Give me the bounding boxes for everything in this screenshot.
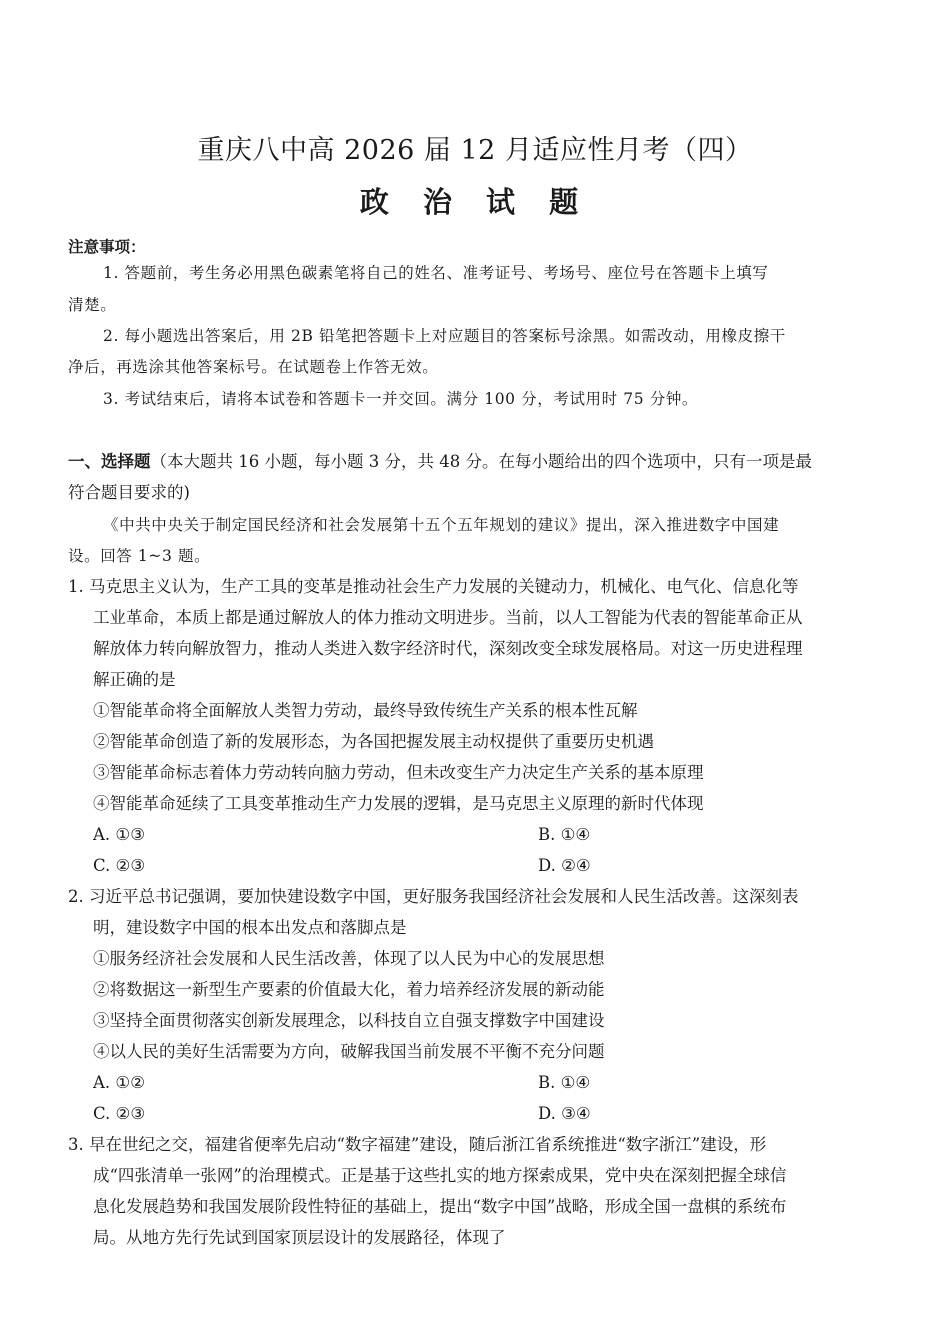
question-2-option-b[interactable]: B. ①④ <box>538 1073 591 1092</box>
question-1-stem-line-1: 1. 马克思主义认为，生产工具的变革是推动社会生产力发展的关键动力，机械化、电气化、信息化等 <box>68 577 799 596</box>
question-3-stem-line-4: 局。从地方先行先试到国家顶层设计的发展路径，体现了 <box>93 1228 506 1247</box>
question-2-stem-line-1: 2. 习近平总书记强调，要加快建设数字中国，更好服务我国经济社会发展和人民生活改善。这深刻表 <box>68 887 799 906</box>
section-heading: 一、选择题 <box>68 452 151 471</box>
question-2-item-2: ②将数据这一新型生产要素的价值最大化，着力培养经济发展的新动能 <box>93 980 605 999</box>
exam-subject-title: 政 治 试 题 <box>359 185 591 219</box>
material-line-1: 《中共中央关于制定国民经济和社会发展第十五个五年规划的建议》提出，深入推进数字中国建 <box>103 516 780 534</box>
question-2-item-1: ①服务经济社会发展和人民生活改善，体现了以人民为中心的发展思想 <box>93 949 605 968</box>
question-3-stem-line-2: 成“四张清单一张网”的治理模式。正是基于这些扎实的地方探索成果，党中央在深刻把握全球信 <box>93 1166 787 1185</box>
material-line-2: 设。回答 1~3 题。 <box>68 547 211 565</box>
question-2-stem-line-2: 明，建设数字中国的根本出发点和落脚点是 <box>93 918 407 937</box>
question-3-stem-line-3: 息化发展趋势和我国发展阶段性特征的基础上，提出“数字中国”战略，形成全国一盘棋的系统布 <box>93 1197 787 1216</box>
notice-item-1-cont: 清楚。 <box>68 296 117 314</box>
section-heading-line <box>68 452 886 472</box>
question-1-option-c[interactable]: C. ②③ <box>93 856 146 875</box>
notice-item-1: 1. 答题前，考生务必用黑色碳素笔将自己的姓名、准考证号、考场号、座位号在答题卡上填写 <box>103 264 769 282</box>
question-2-item-3: ③坚持全面贯彻落实创新发展理念，以科技自立自强支撑数字中国建设 <box>93 1011 605 1030</box>
exam-title: 重庆八中高 2026 届 12 月适应性月考（四） <box>197 135 753 166</box>
question-1-item-2: ②智能革命创造了新的发展形态，为各国把握发展主动权提供了重要历史机遇 <box>93 732 654 751</box>
question-2-option-a[interactable]: A. ①② <box>93 1073 145 1092</box>
notice-item-2: 2. 每小题选出答案后，用 2B 铅笔把答题卡上对应题目的答案标号涂黑。如需改动，用橡皮擦干 <box>103 327 786 345</box>
question-2-option-c[interactable]: C. ②③ <box>93 1104 146 1123</box>
notice-heading: 注意事项： <box>68 238 146 256</box>
question-1-option-d[interactable]: D. ②④ <box>538 856 591 875</box>
section-description: （本大题共 16 小题，每小题 3 分，共 48 分。在每小题给出的四个选项中，只有一项是最 <box>150 452 812 471</box>
question-1-item-4: ④智能革命延续了工具变革推动生产力发展的逻辑，是马克思主义原理的新时代体现 <box>93 794 704 813</box>
question-2-option-d[interactable]: D. ③④ <box>538 1104 591 1123</box>
question-1-item-3: ③智能革命标志着体力劳动转向脑力劳动，但未改变生产力决定生产关系的基本原理 <box>93 763 704 782</box>
question-1-option-b[interactable]: B. ①④ <box>538 825 591 844</box>
notice-item-3: 3. 考试结束后，请将本试卷和答题卡一并交回。满分 100 分，考试用时 75 分钟。 <box>103 390 699 408</box>
question-1-item-1: ①智能革命将全面解放人类智力劳动，最终导致传统生产关系的根本性瓦解 <box>93 701 638 720</box>
question-1-stem-line-2: 工业革命，本质上都是通过解放人的体力推动文明进步。当前，以人工智能为代表的智能革命正从 <box>93 608 803 627</box>
question-3-stem-line-1: 3. 早在世纪之交，福建省便率先启动“数字福建”建设，随后浙江省系统推进“数字浙江”建设，形 <box>68 1135 767 1154</box>
question-2-item-4: ④以人民的美好生活需要为方向，破解我国当前发展不平衡不充分问题 <box>93 1042 605 1061</box>
notice-item-2-cont: 净后，再选涂其他答案标号。在试题卷上作答无效。 <box>68 358 439 376</box>
question-1-stem-line-4: 解正确的是 <box>93 670 176 689</box>
question-1-option-a[interactable]: A. ①③ <box>93 825 145 844</box>
section-description-cont: 符合题目要求的) <box>68 483 190 502</box>
question-1-stem-line-3: 解放体力转向解放智力，推动人类进入数字经济时代，深刻改变全球发展格局。对这一历史进程理 <box>93 639 803 658</box>
